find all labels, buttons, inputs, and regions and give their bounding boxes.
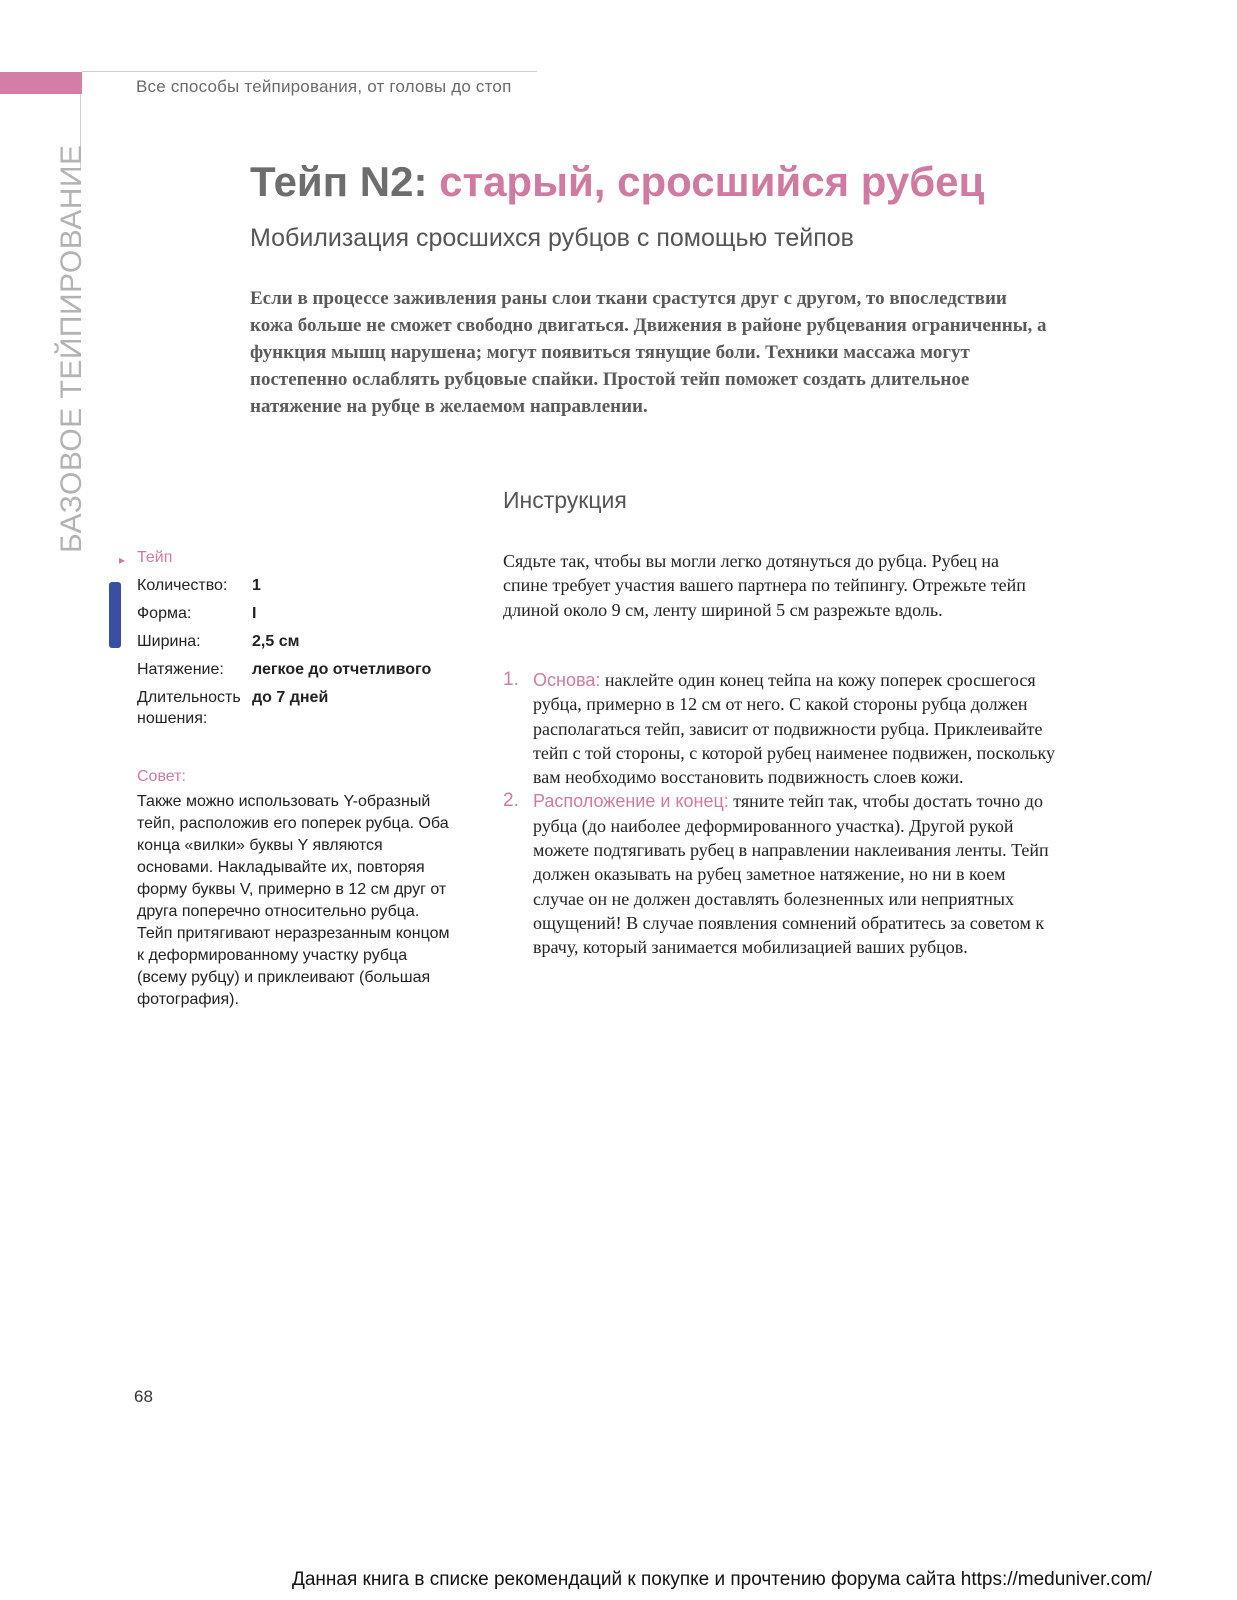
running-head: Все способы тейпирования, от головы до стоп [136, 77, 512, 96]
title-accent: старый, сросшийся рубец [439, 158, 985, 205]
title-prefix: Тейп N2: [250, 158, 428, 205]
footer-note: Данная книга в списке рекомендаций к покупке и прочтению форума сайта https://meduniver.com/ [292, 1569, 1152, 1590]
spec-row [137, 659, 431, 680]
spec-value: I [252, 605, 257, 622]
spec-value: 2,5 см [252, 633, 300, 650]
spec-label: Длительность ношения: [137, 689, 241, 727]
tip-text: Также можно использовать Y-образный тейп, расположив его поперек рубца. Оба конца «вилки» буквы Y являются основами. Накладывайте их, повторяя форму буквы V, примерно в 12 см друг от друга поперечно относительно рубца. Тейп притягивают неразрезанным концом к деформированному участку рубца (всему рубцу) и приклеивают (большая фотография). [137, 793, 450, 1008]
spec-value: 1 [252, 577, 261, 594]
spec-label: Натяжение: [137, 661, 224, 678]
tape-label: Тейп [137, 549, 173, 566]
step-text: тяните тейп так, чтобы достать точно до рубца (до наиболее деформированного участка). Другой рукой можете подтягивать рубец в направлении наклеивания ленты. Тейп должен оказывать на рубец заметное натяжение, но ни в коем случае он не должен доставлять болезненных или неприятных ощущений! В случае появления сомнений обратитесь за советом к врачу, который занимается мобилизацией ваших рубцов. [533, 791, 1049, 958]
spec-value: до 7 дней [252, 689, 329, 706]
step-item [503, 789, 1058, 959]
spec-label: Количество: [137, 577, 228, 594]
spec-label: Форма: [137, 605, 192, 622]
spec-value: легкое до отчетливого [252, 661, 432, 678]
section-vertical-title: БАЗОВОЕ ТЕЙПИРОВАНИЕ [55, 144, 88, 553]
section-color-tab [0, 72, 82, 94]
triangle-marker-icon: ▸ [119, 553, 126, 567]
intro-paragraph: Если в процессе заживления раны слои ткани срастутся друг с другом, то впоследствии кожа больше не сможет свободно двигаться. Движения в районе рубцевания ограниченны, а функция мышц нарушена; могут появиться тянущие боли. Техники массажа могут постепенно ослаблять рубцовые спайки. Простой тейп поможет создать длительное натяжение на рубце в желаемом направлении. [250, 288, 1047, 417]
instruction-steps [503, 668, 1058, 960]
page-subtitle: Мобилизация сросшихся рубцов с помощью тейпов [250, 224, 854, 252]
tape-color-indicator [109, 582, 121, 648]
step-lead: Расположение и конец: [533, 791, 729, 812]
step-text: наклейте один конец тейпа на кожу поперек сросшегося рубца, примерно в 12 см от него. С какой стороны рубца должен располагаться тейп, зависит от подвижности рубца. Приклеивайте тейп с той стороны, с которой рубец наименее подвижен, поскольку вам необходимо восстановить подвижность слоев кожи. [533, 670, 1055, 788]
spec-row [137, 603, 431, 624]
header-rule [82, 71, 537, 72]
instruction-text: Сядьте так, чтобы вы могли легко дотянуться до рубца. Рубец на спине требует участия вашего партнера по тейпингу. Отрежьте тейп длиной около 9 см, ленту шириной 5 см разрежьте вдоль. [503, 551, 1026, 620]
page-number: 68 [134, 1387, 153, 1406]
step-number: 1. [503, 669, 519, 690]
step-lead: Основа: [533, 670, 601, 690]
spec-row [137, 687, 431, 729]
step-number: 2. [503, 790, 519, 812]
step-item [503, 668, 1058, 789]
spec-row [137, 631, 431, 652]
spec-label: Ширина: [137, 633, 201, 650]
page-title [250, 158, 984, 206]
tape-specs [137, 575, 431, 736]
spec-row [137, 575, 431, 596]
instruction-heading: Инструкция [503, 487, 627, 513]
tip-heading: Совет: [137, 768, 186, 785]
